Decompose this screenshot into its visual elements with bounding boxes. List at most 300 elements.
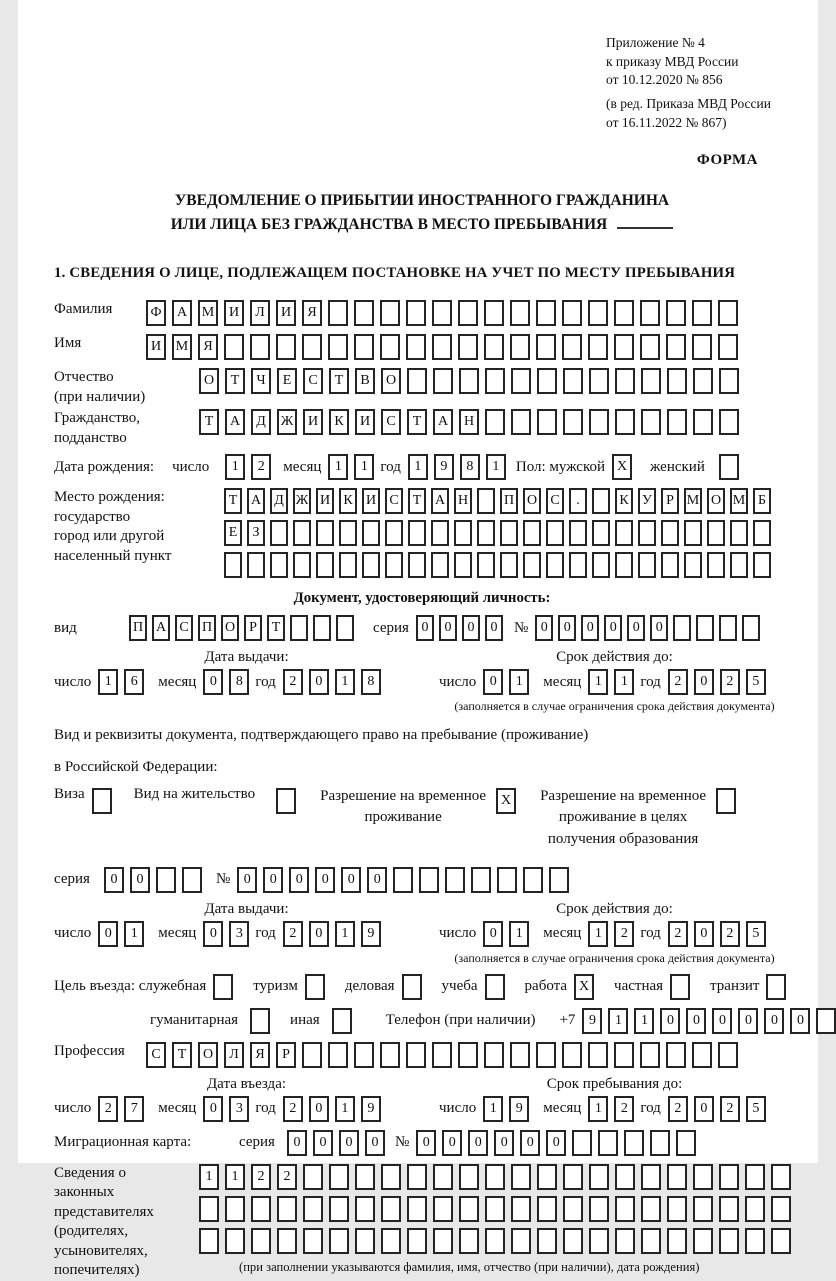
char-cell: 1 bbox=[588, 921, 608, 947]
char-cell bbox=[225, 1228, 245, 1254]
char-cell bbox=[719, 1228, 739, 1254]
char-cell bbox=[684, 552, 702, 578]
migration-card-row bbox=[54, 1130, 790, 1156]
char-cell: 0 bbox=[558, 615, 576, 641]
char-cell bbox=[500, 520, 518, 546]
char-cell: 0 bbox=[694, 921, 714, 947]
char-cell bbox=[433, 1196, 453, 1222]
doc-issue-day-cells bbox=[98, 669, 150, 695]
temp-permit-label-line2: проживание bbox=[364, 809, 442, 826]
char-cell bbox=[523, 867, 543, 893]
char-cell: Ж bbox=[277, 409, 297, 435]
stay-day-cells bbox=[483, 1096, 535, 1122]
char-cell bbox=[730, 552, 748, 578]
gender-female-label: женский bbox=[650, 458, 705, 475]
patronymic-cells bbox=[199, 368, 745, 394]
char-cell: 0 bbox=[203, 1096, 223, 1122]
char-cell bbox=[433, 1164, 453, 1190]
char-cell: 2 bbox=[251, 454, 271, 480]
char-cell bbox=[293, 552, 311, 578]
char-cell: 2 bbox=[614, 1096, 634, 1122]
char-cell bbox=[485, 1228, 505, 1254]
id-doc-row bbox=[54, 615, 790, 641]
representatives-row1-cells bbox=[199, 1164, 797, 1190]
char-cell: 0 bbox=[468, 1130, 488, 1156]
char-cell: 1 bbox=[509, 921, 529, 947]
char-cell bbox=[667, 409, 687, 435]
char-cell bbox=[485, 368, 505, 394]
humanitarian-checkbox bbox=[250, 1008, 276, 1034]
char-cell bbox=[225, 1196, 245, 1222]
temp-permit-edu-label-line1: Разрешение на временное bbox=[540, 787, 707, 804]
char-cell bbox=[458, 300, 478, 326]
char-cell bbox=[615, 1196, 635, 1222]
char-cell bbox=[667, 1228, 687, 1254]
char-cell: И bbox=[146, 334, 166, 360]
char-cell bbox=[588, 300, 608, 326]
permit-valid-until-heading: Срок действия до: bbox=[556, 900, 673, 917]
representatives-label-line2: законных bbox=[54, 1184, 115, 1201]
birth-day-cells bbox=[225, 454, 277, 480]
char-cell bbox=[354, 1042, 374, 1068]
char-cell: Б bbox=[753, 488, 771, 514]
char-cell bbox=[247, 552, 265, 578]
permit-number-cells bbox=[237, 867, 575, 893]
char-cell bbox=[354, 334, 374, 360]
char-cell bbox=[484, 334, 504, 360]
char-cell bbox=[718, 334, 738, 360]
char-cell: 0 bbox=[483, 669, 503, 695]
char-cell bbox=[485, 974, 505, 1000]
char-cell bbox=[641, 1228, 661, 1254]
char-cell: 0 bbox=[341, 867, 361, 893]
char-cell bbox=[614, 300, 634, 326]
temp-permit-edu-label bbox=[540, 786, 706, 851]
char-cell: 1 bbox=[335, 1096, 355, 1122]
char-cell bbox=[718, 300, 738, 326]
form-page bbox=[18, 0, 818, 1279]
char-cell bbox=[536, 1042, 556, 1068]
char-cell bbox=[641, 1164, 661, 1190]
surname-cells bbox=[146, 300, 744, 326]
char-cell bbox=[523, 520, 541, 546]
day-label: число bbox=[54, 1100, 92, 1117]
char-cell: Я bbox=[302, 300, 322, 326]
permit-issue-year-cells bbox=[283, 921, 387, 947]
residence-permit-label: Вид на жительство bbox=[133, 785, 256, 802]
char-cell bbox=[537, 368, 557, 394]
char-cell bbox=[592, 552, 610, 578]
char-cell bbox=[454, 552, 472, 578]
char-cell bbox=[336, 615, 354, 641]
char-cell bbox=[511, 1164, 531, 1190]
char-cell: 0 bbox=[203, 921, 223, 947]
char-cell bbox=[661, 520, 679, 546]
char-cell bbox=[458, 1042, 478, 1068]
appendix-line: Приложение № 4 bbox=[606, 35, 705, 50]
char-cell: 1 bbox=[354, 454, 374, 480]
amendment-line: от 16.11.2022 № 867) bbox=[606, 114, 727, 130]
char-cell: X bbox=[612, 454, 632, 480]
representatives-label-line5: усыновителях, bbox=[54, 1242, 148, 1259]
char-cell: 2 bbox=[668, 921, 688, 947]
representatives-cells-stack bbox=[199, 1164, 797, 1275]
char-cell bbox=[407, 1164, 427, 1190]
doc-number-cells bbox=[535, 615, 765, 641]
char-cell: 0 bbox=[309, 1096, 329, 1122]
doc-dates-block bbox=[54, 649, 790, 714]
patronymic-label-line1: Отчество bbox=[54, 369, 114, 386]
char-cell: С bbox=[381, 409, 401, 435]
char-cell bbox=[329, 1196, 349, 1222]
char-cell: Ч bbox=[251, 368, 271, 394]
char-cell bbox=[251, 1228, 271, 1254]
char-cell bbox=[484, 1042, 504, 1068]
char-cell: 9 bbox=[361, 921, 381, 947]
char-cell: 1 bbox=[614, 669, 634, 695]
char-cell bbox=[355, 1228, 375, 1254]
given-name-label: Имя bbox=[54, 335, 82, 352]
char-cell: 0 bbox=[694, 1096, 714, 1122]
char-cell: Я bbox=[250, 1042, 270, 1068]
char-cell bbox=[546, 520, 564, 546]
residence-permit-checkbox bbox=[276, 788, 302, 814]
char-cell: 1 bbox=[199, 1164, 219, 1190]
char-cell bbox=[661, 552, 679, 578]
char-cell: 0 bbox=[660, 1008, 680, 1034]
doc-series-cells bbox=[416, 615, 508, 641]
char-cell bbox=[92, 788, 112, 814]
humanitarian-label: гуманитарная bbox=[150, 1012, 239, 1029]
temp-permit-edu-label-line2: проживание в целях bbox=[558, 809, 688, 826]
char-cell bbox=[753, 552, 771, 578]
char-cell: Е bbox=[224, 520, 242, 546]
char-cell bbox=[328, 334, 348, 360]
char-cell bbox=[666, 1042, 686, 1068]
char-cell bbox=[641, 1196, 661, 1222]
char-cell: 3 bbox=[229, 1096, 249, 1122]
representatives-note: (при заполнении указываются фамилия, имя, отчество (при наличии), дата рождения) bbox=[239, 1259, 700, 1274]
char-cell bbox=[536, 300, 556, 326]
doc-valid-year-cells bbox=[668, 669, 772, 695]
char-cell bbox=[730, 520, 748, 546]
mig-series-label: серия bbox=[239, 1134, 275, 1151]
char-cell: О bbox=[198, 1042, 218, 1068]
permit-issue-month-cells bbox=[203, 921, 255, 947]
char-cell: С bbox=[546, 488, 564, 514]
form-title-line1: УВЕДОМЛЕНИЕ О ПРИБЫТИИ ИНОСТРАННОГО ГРАЖДАНИНА bbox=[174, 192, 670, 210]
char-cell: 1 bbox=[335, 921, 355, 947]
char-cell: 2 bbox=[283, 669, 303, 695]
char-cell: 2 bbox=[98, 1096, 118, 1122]
tourism-label: туризм bbox=[253, 978, 298, 995]
char-cell bbox=[381, 1196, 401, 1222]
char-cell: 0 bbox=[686, 1008, 706, 1034]
char-cell bbox=[408, 520, 426, 546]
char-cell bbox=[667, 368, 687, 394]
char-cell: 2 bbox=[283, 1096, 303, 1122]
char-cell: М bbox=[684, 488, 702, 514]
char-cell bbox=[511, 1196, 531, 1222]
permit-issue-day-cells bbox=[98, 921, 150, 947]
char-cell: 0 bbox=[546, 1130, 566, 1156]
char-cell bbox=[355, 1164, 375, 1190]
birth-month-cells bbox=[328, 454, 380, 480]
char-cell bbox=[537, 1228, 557, 1254]
profession-cells bbox=[146, 1042, 744, 1068]
form-title-line2: ИЛИ ЛИЦА БЕЗ ГРАЖДАНСТВА В МЕСТО ПРЕБЫВАНИЯ bbox=[170, 216, 608, 234]
char-cell: Д bbox=[251, 409, 271, 435]
char-cell: О bbox=[523, 488, 541, 514]
char-cell: 0 bbox=[313, 1130, 333, 1156]
gender-male-checkbox bbox=[612, 454, 638, 480]
doc-series-label: серия bbox=[373, 619, 409, 636]
char-cell: П bbox=[500, 488, 518, 514]
char-cell bbox=[667, 1164, 687, 1190]
char-cell bbox=[745, 1228, 765, 1254]
char-cell: Т bbox=[329, 368, 349, 394]
char-cell bbox=[592, 488, 610, 514]
representatives-label bbox=[54, 1164, 199, 1281]
temp-permit-label-line1: Разрешение на временное bbox=[320, 787, 487, 804]
day-label: число bbox=[439, 925, 477, 942]
char-cell bbox=[459, 368, 479, 394]
business-checkbox bbox=[402, 974, 428, 1000]
char-cell: Т bbox=[225, 368, 245, 394]
char-cell bbox=[589, 1196, 609, 1222]
permit-series-label: серия bbox=[54, 871, 90, 888]
char-cell bbox=[250, 1008, 270, 1034]
char-cell: 0 bbox=[439, 615, 457, 641]
year-label: год bbox=[255, 673, 276, 690]
profession-label: Профессия bbox=[54, 1042, 125, 1059]
char-cell bbox=[316, 520, 334, 546]
title-blank-line bbox=[617, 214, 673, 229]
char-cell bbox=[485, 409, 505, 435]
char-cell: Т bbox=[199, 409, 219, 435]
char-cell: 1 bbox=[408, 454, 428, 480]
char-cell: Л bbox=[250, 300, 270, 326]
gender-female-checkbox bbox=[719, 454, 745, 480]
char-cell bbox=[408, 552, 426, 578]
char-cell bbox=[511, 368, 531, 394]
birthplace-row2-cells bbox=[224, 520, 776, 546]
resid-doc-line2: в Российской Федерации: bbox=[54, 758, 218, 775]
study-checkbox bbox=[485, 974, 511, 1000]
citizenship-cells bbox=[199, 409, 745, 435]
char-cell bbox=[182, 867, 202, 893]
char-cell bbox=[598, 1130, 618, 1156]
char-cell bbox=[485, 1196, 505, 1222]
char-cell: В bbox=[355, 368, 375, 394]
char-cell bbox=[615, 368, 635, 394]
char-cell: Р bbox=[661, 488, 679, 514]
amendment-line: (в ред. Приказа МВД России bbox=[606, 95, 771, 111]
char-cell: Ж bbox=[293, 488, 311, 514]
char-cell bbox=[684, 520, 702, 546]
char-cell: 0 bbox=[416, 615, 434, 641]
char-cell bbox=[406, 334, 426, 360]
doc-type-cells bbox=[129, 615, 359, 641]
validity-note: (заполняется в случае ограничения срока действия документа) bbox=[454, 699, 775, 714]
char-cell bbox=[615, 1164, 635, 1190]
char-cell: О bbox=[199, 368, 219, 394]
char-cell: 0 bbox=[535, 615, 553, 641]
char-cell: X bbox=[496, 788, 516, 814]
char-cell bbox=[431, 520, 449, 546]
day-label: число bbox=[439, 673, 477, 690]
char-cell bbox=[719, 615, 737, 641]
char-cell bbox=[589, 368, 609, 394]
patronymic-label bbox=[54, 368, 199, 407]
char-cell: Р bbox=[244, 615, 262, 641]
year-label: год bbox=[380, 458, 401, 475]
char-cell bbox=[716, 788, 736, 814]
day-label: число bbox=[172, 458, 210, 475]
char-cell bbox=[614, 1042, 634, 1068]
char-cell: 0 bbox=[494, 1130, 514, 1156]
char-cell bbox=[640, 300, 660, 326]
char-cell bbox=[667, 1196, 687, 1222]
char-cell bbox=[745, 1196, 765, 1222]
char-cell bbox=[500, 552, 518, 578]
char-cell bbox=[477, 552, 495, 578]
char-cell: 0 bbox=[287, 1130, 307, 1156]
char-cell bbox=[572, 1130, 592, 1156]
char-cell: А bbox=[225, 409, 245, 435]
char-cell bbox=[536, 334, 556, 360]
char-cell bbox=[537, 409, 557, 435]
id-doc-heading: Документ, удостоверяющий личность: bbox=[293, 590, 551, 607]
char-cell bbox=[362, 520, 380, 546]
char-cell bbox=[250, 334, 270, 360]
char-cell bbox=[290, 615, 308, 641]
char-cell: 8 bbox=[361, 669, 381, 695]
char-cell: Т bbox=[407, 409, 427, 435]
birthplace-row1-cells bbox=[224, 488, 776, 514]
char-cell bbox=[693, 1196, 713, 1222]
entry-day-cells bbox=[98, 1096, 150, 1122]
char-cell: 0 bbox=[483, 921, 503, 947]
char-cell: 0 bbox=[520, 1130, 540, 1156]
char-cell: 1 bbox=[225, 454, 245, 480]
char-cell bbox=[546, 552, 564, 578]
char-cell: К bbox=[329, 409, 349, 435]
stay-until-heading: Срок пребывания до: bbox=[546, 1075, 683, 1092]
char-cell bbox=[458, 334, 478, 360]
char-cell bbox=[477, 520, 495, 546]
char-cell bbox=[362, 552, 380, 578]
char-cell bbox=[407, 1228, 427, 1254]
char-cell: 2 bbox=[720, 921, 740, 947]
mig-series-cells bbox=[287, 1130, 391, 1156]
char-cell: 1 bbox=[634, 1008, 654, 1034]
char-cell: А bbox=[247, 488, 265, 514]
official-checkbox bbox=[213, 974, 239, 1000]
temp-permit-edu-label-line3: получения образования bbox=[547, 831, 699, 848]
char-cell bbox=[485, 1164, 505, 1190]
char-cell bbox=[563, 409, 583, 435]
day-label: число bbox=[54, 925, 92, 942]
entry-purpose-row bbox=[54, 974, 790, 1000]
char-cell: 8 bbox=[460, 454, 480, 480]
char-cell: А bbox=[172, 300, 192, 326]
char-cell: А bbox=[152, 615, 170, 641]
char-cell bbox=[224, 334, 244, 360]
birthplace-cells-stack bbox=[224, 488, 776, 584]
phone-cells bbox=[582, 1008, 836, 1034]
char-cell bbox=[251, 1196, 271, 1222]
char-cell bbox=[385, 552, 403, 578]
char-cell: К bbox=[615, 488, 633, 514]
char-cell: 0 bbox=[627, 615, 645, 641]
resid-doc-line1: Вид и реквизиты документа, подтверждающего право на пребывание (проживание) bbox=[54, 727, 589, 744]
permit-dates-block bbox=[54, 901, 790, 966]
char-cell bbox=[302, 1042, 322, 1068]
char-cell: И bbox=[355, 409, 375, 435]
char-cell: 1 bbox=[98, 669, 118, 695]
char-cell bbox=[707, 552, 725, 578]
doc-valid-month-cells bbox=[588, 669, 640, 695]
char-cell: 6 bbox=[124, 669, 144, 695]
permit-valid-month-cells bbox=[588, 921, 640, 947]
char-cell bbox=[562, 300, 582, 326]
patronymic-label-line2: (при наличии) bbox=[54, 388, 146, 405]
char-cell bbox=[718, 1042, 738, 1068]
char-cell bbox=[666, 334, 686, 360]
char-cell bbox=[511, 409, 531, 435]
char-cell: И bbox=[303, 409, 323, 435]
temp-permit-checkbox bbox=[496, 788, 522, 814]
char-cell bbox=[303, 1164, 323, 1190]
purpose-row2 bbox=[150, 1008, 804, 1034]
char-cell bbox=[277, 1228, 297, 1254]
char-cell: Т bbox=[267, 615, 285, 641]
char-cell: 2 bbox=[614, 921, 634, 947]
char-cell: 2 bbox=[720, 1096, 740, 1122]
char-cell: 2 bbox=[720, 669, 740, 695]
char-cell: 0 bbox=[416, 1130, 436, 1156]
month-label: месяц bbox=[543, 925, 582, 942]
char-cell bbox=[614, 334, 634, 360]
char-cell bbox=[355, 1196, 375, 1222]
char-cell bbox=[673, 615, 691, 641]
char-cell: 8 bbox=[229, 669, 249, 695]
char-cell bbox=[588, 1042, 608, 1068]
char-cell bbox=[454, 520, 472, 546]
char-cell bbox=[549, 867, 569, 893]
char-cell: 1 bbox=[124, 921, 144, 947]
char-cell: 1 bbox=[588, 1096, 608, 1122]
char-cell bbox=[719, 454, 739, 480]
gender-male-label: Пол: мужской bbox=[515, 458, 606, 475]
mig-number-cells bbox=[416, 1130, 702, 1156]
tourism-checkbox bbox=[305, 974, 331, 1000]
char-cell: 0 bbox=[650, 615, 668, 641]
char-cell: 0 bbox=[790, 1008, 810, 1034]
char-cell bbox=[771, 1196, 791, 1222]
char-cell bbox=[537, 1164, 557, 1190]
permit-series-row bbox=[54, 867, 790, 893]
char-cell: 9 bbox=[582, 1008, 602, 1034]
char-cell bbox=[339, 520, 357, 546]
char-cell bbox=[696, 615, 714, 641]
permit-valid-day-cells bbox=[483, 921, 535, 947]
char-cell bbox=[650, 1130, 670, 1156]
char-cell: 2 bbox=[251, 1164, 271, 1190]
char-cell bbox=[381, 1164, 401, 1190]
char-cell: 1 bbox=[486, 454, 506, 480]
